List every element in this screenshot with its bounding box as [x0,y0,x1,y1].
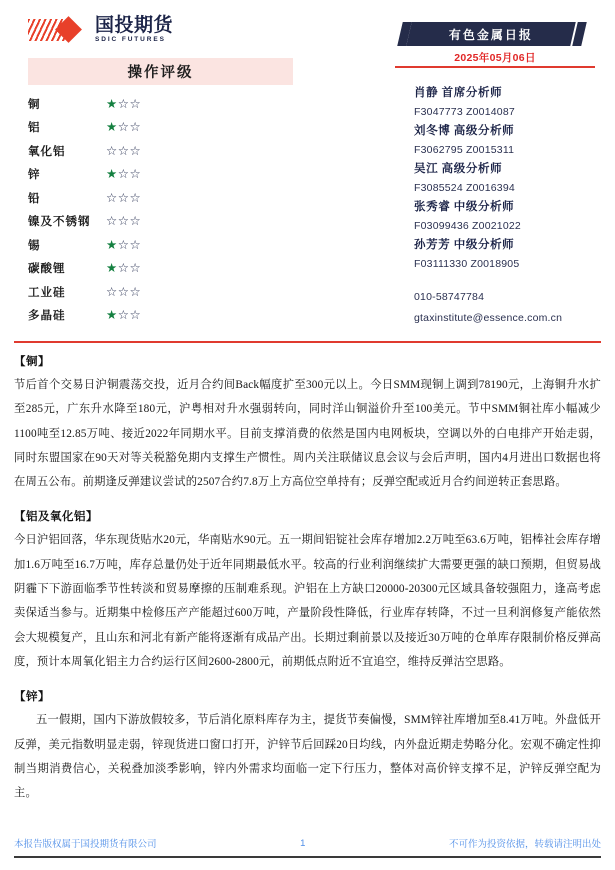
rating-stars [106,260,141,276]
star-empty-icon: ☆ [106,190,118,205]
star-filled-icon: ★ [106,308,118,323]
analyst-name: 张秀睿 中级分析师 [414,201,515,213]
analyst-license-code: F3085524 Z0016394 [414,182,515,194]
contact-email[interactable]: gtaxinstitute@essence.com.cn [414,312,563,324]
star-empty-icon: ☆ [117,190,130,205]
rating-row [28,304,293,328]
report-body [14,352,601,818]
star-empty-icon: ☆ [129,143,142,158]
star-filled-icon: ★ [106,96,118,111]
analyst-license-code: F3047773 Z0014087 [414,106,515,118]
section-body: 五一假期，国内下游放假较多，节后消化原料库存为主，提货节奏偏慢，SMM锌社库增加至8.41万吨。外盘低开反弹，美元指数明显走弱，锌现货进口窗口打开，沪锌节后回踩20日均线，内外盘近期走势略分化。宏观不确定性抑制当期消费信心，关税叠加淡季影响，锌内外需求均面临一定下行压力，整体对高价锌支撑不足，沪锌反弹空配为主。 [14,714,601,800]
rating-stars [106,237,141,253]
page-footer [14,836,601,850]
rating-row-label: 多晶硅 [28,310,66,323]
rating-row-label: 氧化铝 [28,145,66,158]
section-title: 【铜】 [14,356,50,368]
rating-stars [106,96,141,112]
analyst-license-code: F03111330 Z0018905 [414,258,520,270]
analyst-name: 肖静 首席分析师 [414,87,503,99]
rating-stars [106,119,141,135]
star-empty-icon: ☆ [117,214,130,229]
banner-title: 有色金属日报 [448,27,533,42]
header-divider [14,341,601,343]
star-empty-icon: ☆ [117,261,130,276]
star-empty-icon: ☆ [129,284,142,299]
star-empty-icon: ☆ [106,143,118,158]
analyst-name: 刘冬博 高级分析师 [414,125,515,137]
rating-row-label: 铜 [28,98,41,111]
rating-stars [106,166,141,182]
rating-row [28,139,293,163]
star-filled-icon: ★ [106,167,118,182]
rating-row [28,280,293,304]
rating-stars [106,213,141,229]
rating-row [28,233,293,257]
rating-row [28,210,293,234]
star-empty-icon: ☆ [117,237,130,252]
report-header [0,0,615,330]
rating-stars [106,190,141,206]
star-empty-icon: ☆ [106,214,118,229]
report-section [14,352,601,494]
analyst-list [414,84,614,329]
analyst-name: 孙芳芳 中级分析师 [414,239,515,251]
report-section [14,687,601,805]
star-empty-icon: ☆ [129,120,142,135]
rating-stars [106,143,141,159]
footer-copyright: 本报告版权属于国投期货有限公司 [14,839,157,850]
rating-row-label: 铅 [28,192,41,205]
rating-row [28,92,293,116]
section-body: 节后首个交易日沪铜震荡交投，近月合约间Back幅度扩至300元以上。今日SMM现铜上调到78190元，上海铜升水扩至285元，广东升水降至180元，沪粤相对升水强弱转向，同时洋山铜溢价升至100美元。节中SMM铜社库小幅减少1100吨至12.85万吨、接近2022年同期水平。目前支撑消费的依然是国内电网板块，空调以外的白电排产开始走弱，同时东盟国家在90天对等关税豁免期内支撑生产惯性。周内关注联储议息会议与会后声明，国内4月进出口数据也将在周五公布。前期逢反弹建议尝试的2507合约7.8万上方高位空单持有；反弹空配或近月合约间逆转正套思路。 [14,379,601,489]
star-empty-icon: ☆ [117,167,130,182]
report-type-banner [400,22,590,46]
star-empty-icon: ☆ [129,214,142,229]
rating-row-label: 碳酸锂 [28,263,66,276]
logo-name-en: SDIC FUTURES [95,36,166,43]
star-empty-icon: ☆ [129,308,142,323]
rating-stars [106,307,141,323]
rating-row-label: 锡 [28,239,41,252]
report-section [14,507,601,674]
date-underline [395,66,595,68]
section-title: 【铝及氧化铝】 [14,511,98,524]
footer-divider [14,856,601,858]
star-empty-icon: ☆ [117,120,130,135]
contact-block [414,287,614,329]
contact-phone: 010-58747784 [414,291,485,303]
star-empty-icon: ☆ [129,237,142,252]
report-date: 2025年05月06日 [454,52,536,64]
analyst-name: 吴江 高级分析师 [414,163,503,175]
rating-title: 操作评级 [127,65,194,81]
rating-title-bar [28,58,293,85]
rating-list [28,92,293,327]
star-empty-icon: ☆ [129,96,142,111]
rating-row [28,163,293,187]
rating-row [28,257,293,281]
star-empty-icon: ☆ [129,167,142,182]
analyst-license-code: F3062795 Z0015311 [414,144,515,156]
company-logo [28,16,173,44]
analyst-license-code: F03099436 Z0021022 [414,220,521,232]
operation-rating-card [28,58,293,327]
footer-disclaimer: 不可作为投资依据，转载请注明出处 [448,839,601,850]
rating-row-label: 铝 [28,122,41,135]
rating-row [28,116,293,140]
analyst-entries [414,84,614,274]
star-empty-icon: ☆ [106,284,118,299]
section-title: 【锌】 [14,691,50,704]
star-empty-icon: ☆ [129,261,142,276]
star-filled-icon: ★ [106,120,118,135]
star-empty-icon: ☆ [117,308,130,323]
star-empty-icon: ☆ [117,96,130,111]
rating-row-label: 锌 [28,169,41,182]
star-filled-icon: ★ [106,261,118,276]
rating-row [28,186,293,210]
section-body: 今日沪铝回落，华东现货贴水20元，华南贴水90元。五一期间铝锭社会库存增加2.2万吨至63.6万吨，铝棒社会库存增加1.6万吨至16.7万吨，库存总量仍处于近年同期最低水平。较高的行业利润继续扩大需要更强的缺口预期，但贸易战阴霾下下游面临季节性转淡和贸易摩擦的压制难系现。沪铝在上方缺口20000-20300元区域具备较强阻力，逢高考虑卖保适当参与。近期集中检修压产产能超过600万吨，产量阶段性降低，行业库存转降，不过一旦利润修复产能依然会大规模复产，且山东和河北有新产能将逐渐有成品产出。长期过剩前景以及接近30万吨的仓单库存限制价格反弹高度，预计本周氧化铝主力合约运行区间2600-2800元，前期低点附近不宜追空，维持反弹沽空思路。 [14,534,601,668]
logo-name-cn: 国投期货 [95,15,174,36]
star-empty-icon: ☆ [129,190,142,205]
logo-mark-icon [28,17,90,43]
logo-text [95,16,173,44]
footer-page-number: 1 [300,837,306,849]
star-filled-icon: ★ [106,237,118,252]
banner-body [406,22,576,46]
star-empty-icon: ☆ [117,143,130,158]
star-empty-icon: ☆ [117,284,130,299]
rating-row-label: 工业硅 [28,286,66,299]
rating-stars [106,284,141,300]
rating-row-label: 镍及不锈钢 [28,216,91,229]
